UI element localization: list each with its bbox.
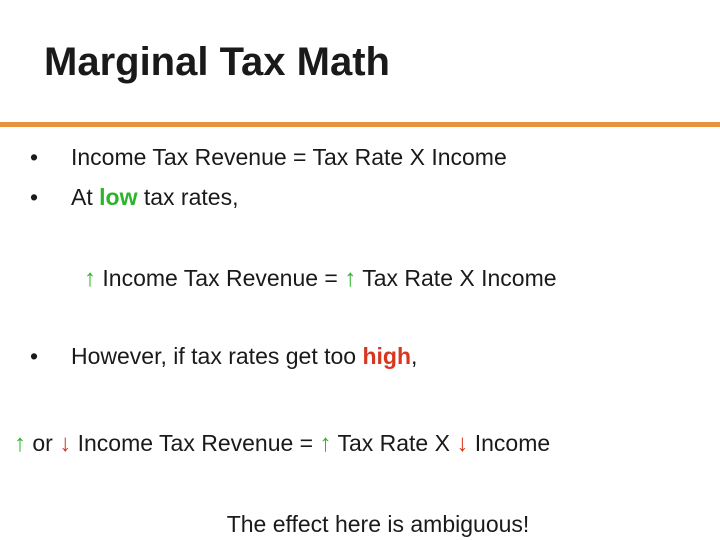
equation-text: Tax Rate X Income — [356, 265, 557, 291]
bullet-marker: • — [30, 184, 39, 210]
bullet-low-rates — [30, 183, 238, 211]
bullet-suffix: , — [411, 343, 418, 369]
equation-low-rates — [84, 263, 557, 294]
arrow-up-icon: ↑ — [319, 430, 332, 457]
equation-text: Income Tax Revenue = — [71, 430, 320, 456]
bullet-marker: • — [30, 343, 39, 369]
bullet-prefix: At — [71, 184, 100, 210]
bullet-prefix: However, if tax rates get too — [71, 343, 363, 369]
title-divider — [0, 122, 720, 127]
bullet-high-rates — [30, 342, 417, 370]
bullet-text: Income Tax Revenue = Tax Rate X Income — [71, 144, 507, 170]
arrow-up-icon: ↑ — [344, 265, 357, 292]
bullet-revenue-formula — [30, 143, 507, 171]
arrow-down-icon: ↓ — [456, 430, 469, 457]
equation-text: or — [26, 430, 60, 456]
equation-text: Tax Rate X — [331, 430, 457, 456]
equation-text: Income — [468, 430, 551, 456]
conclusion-text: The effect here is ambiguous! — [226, 511, 530, 537]
highlight-low: low — [99, 184, 138, 210]
slide-title: Marginal Tax Math — [44, 40, 390, 84]
arrow-down-icon: ↓ — [59, 430, 72, 457]
equation-text: Income Tax Revenue = — [96, 265, 345, 291]
arrow-up-icon: ↑ — [84, 265, 96, 292]
equation-high-rates — [14, 428, 550, 459]
arrow-up-icon: ↑ — [14, 430, 26, 457]
bullet-marker: • — [30, 144, 39, 170]
highlight-high: high — [362, 343, 412, 369]
bullet-suffix: tax rates, — [137, 184, 239, 210]
